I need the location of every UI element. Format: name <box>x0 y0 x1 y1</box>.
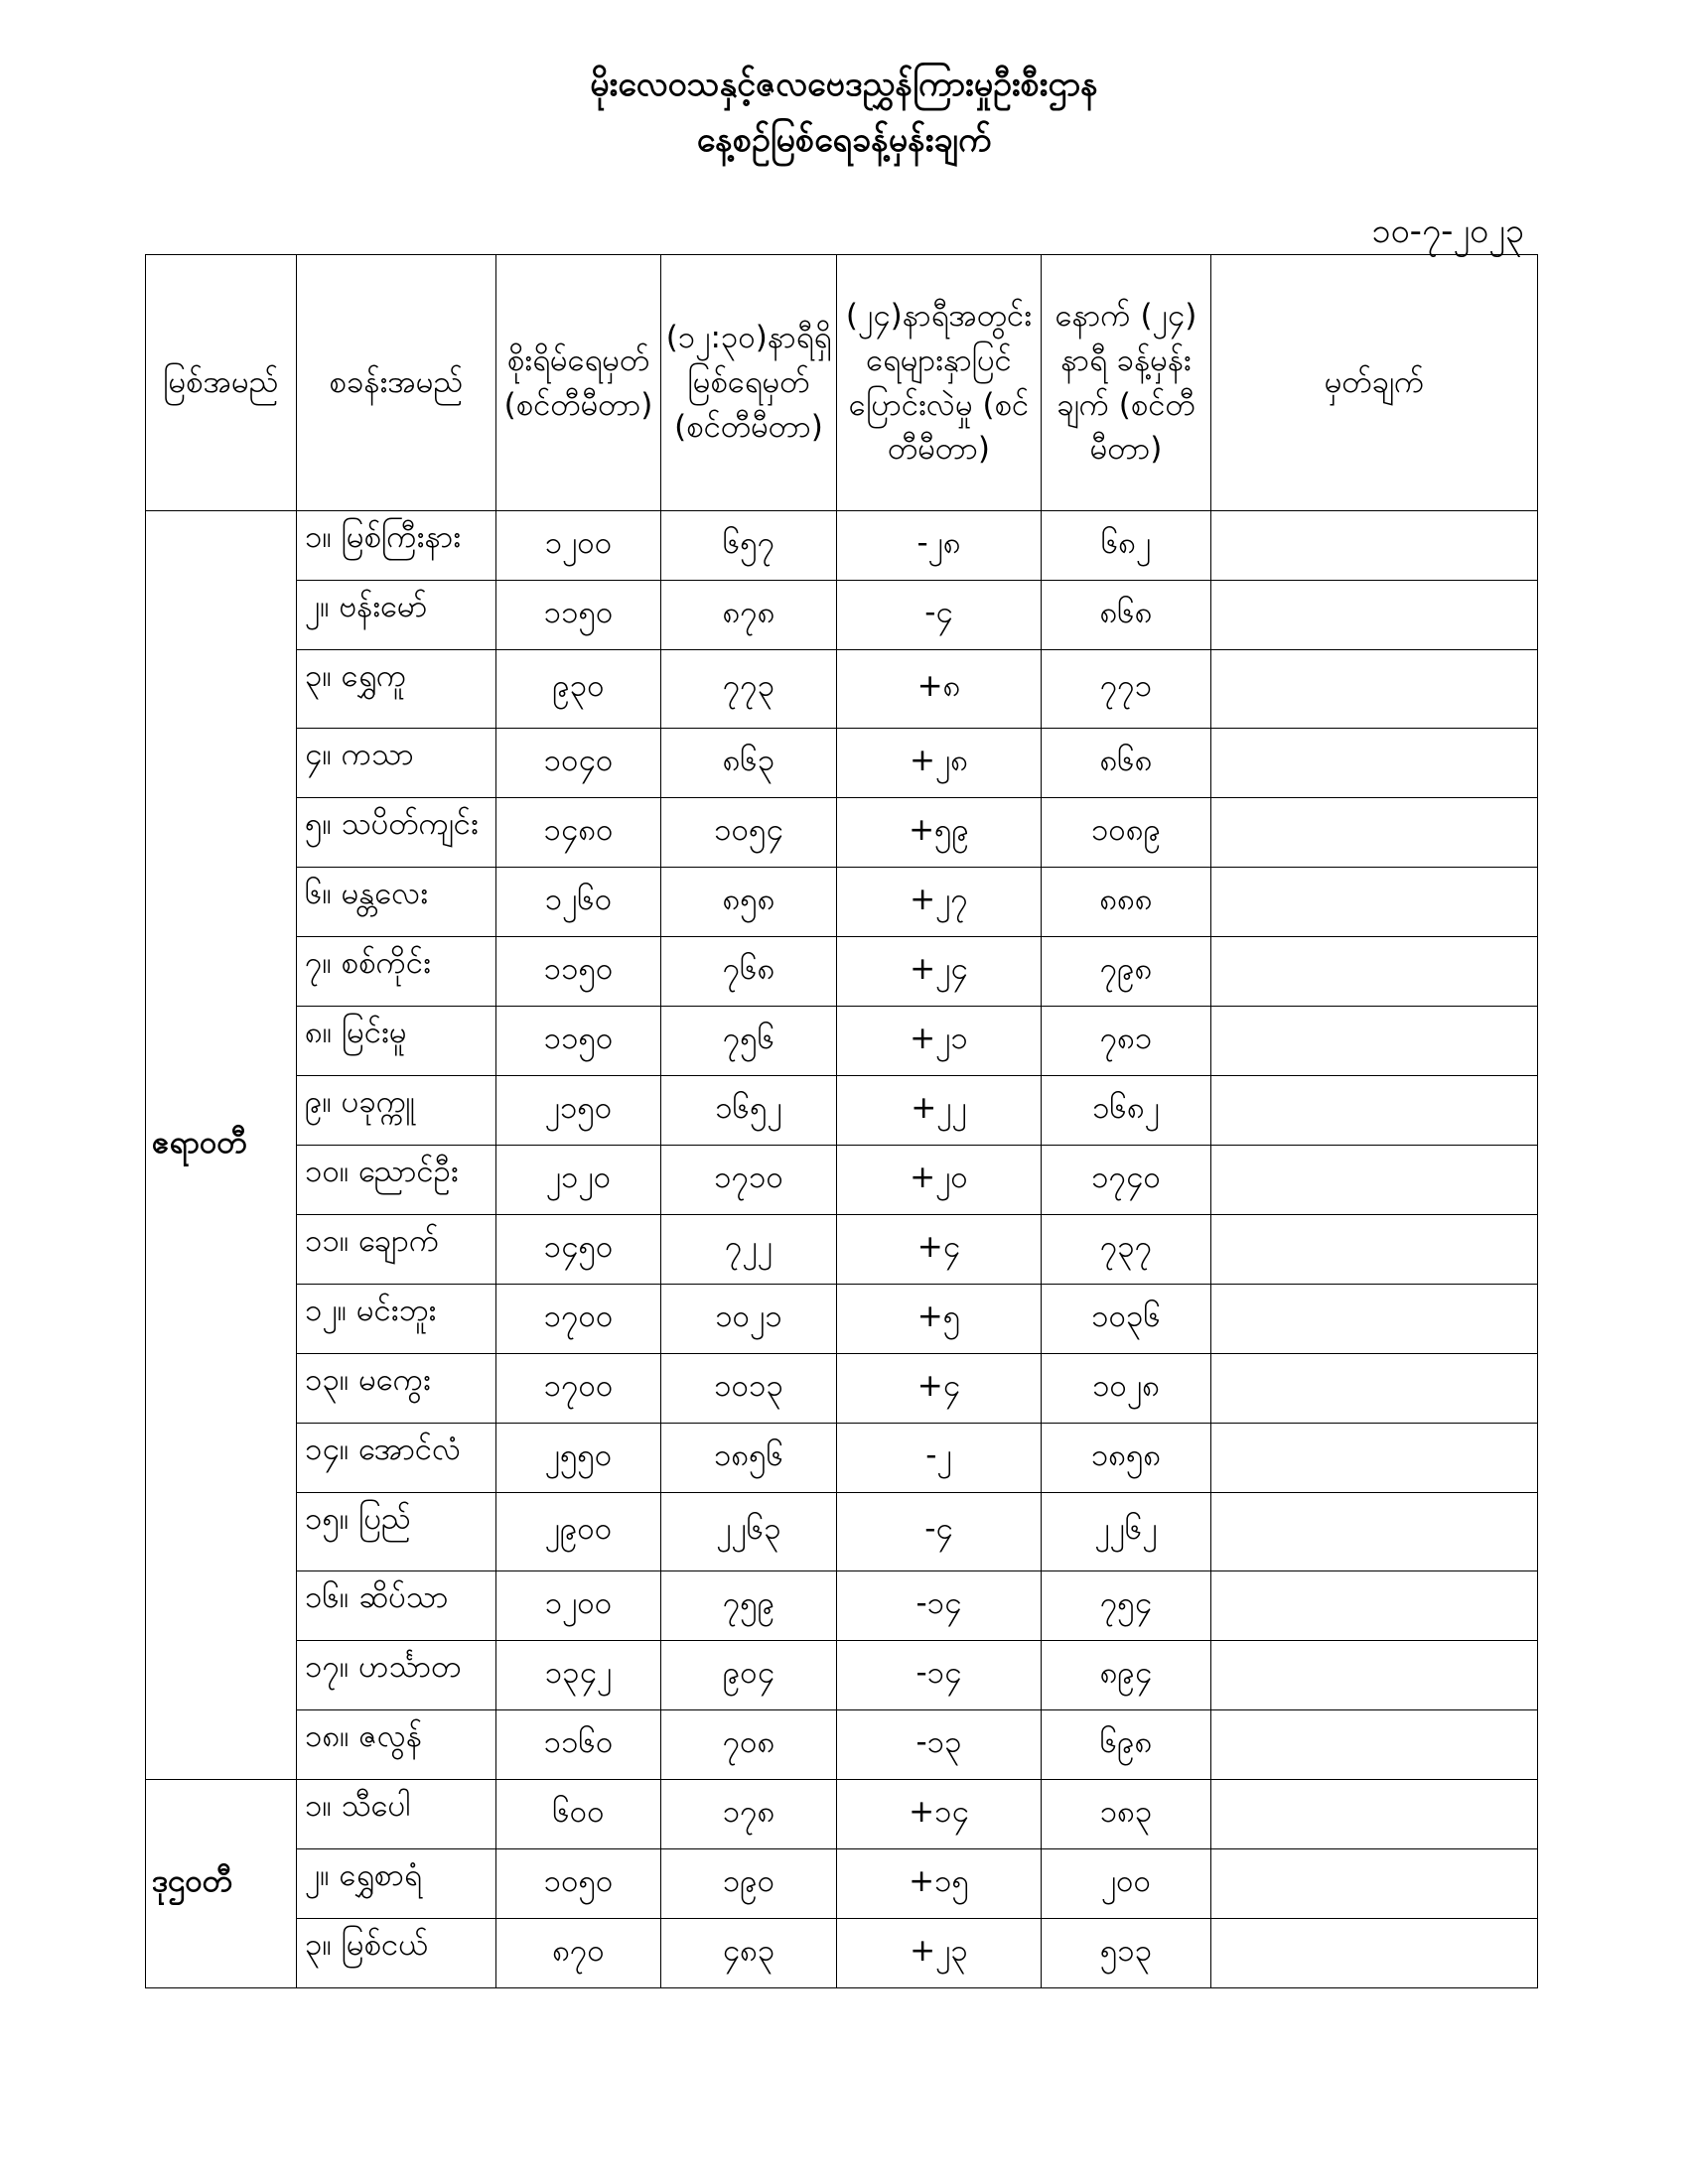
current-level-cell: ၁၉၀ <box>661 1849 837 1919</box>
current-level-cell: ၂၂၆၃ <box>661 1493 837 1571</box>
station-name-cell: ၅။ သပိတ်ကျင်း <box>297 798 496 868</box>
danger-level-cell: ၁၀၄၀ <box>496 729 661 798</box>
current-level-cell: ၈၇၈ <box>661 581 837 650</box>
current-level-cell: ၁၀၅၄ <box>661 798 837 868</box>
table-row <box>146 1076 1538 1146</box>
remark-cell <box>1211 1424 1538 1493</box>
level-change-cell: +၂၈ <box>837 729 1042 798</box>
document-title: မိုးလေဝသနှင့်ဇလဗေဒညွှန်ကြားမှုဦးစီးဌာန <box>590 65 1098 104</box>
table-row <box>146 1780 1538 1849</box>
report-date: ၁၀-၇-၂၀၂၃ <box>1371 211 1524 251</box>
column-header-current-level: (၁၂:၃၀)နာရီရှိ မြစ်ရေမှတ် (စင်တီမီတာ) <box>661 255 837 511</box>
danger-level-cell: ၁၇၀၀ <box>496 1354 661 1424</box>
current-level-cell: ၁၇၁၀ <box>661 1146 837 1215</box>
remark-cell <box>1211 1354 1538 1424</box>
forecast-cell: ၇၉၈ <box>1042 937 1211 1007</box>
current-level-cell: ၁၆၅၂ <box>661 1076 837 1146</box>
remark-cell <box>1211 1285 1538 1354</box>
document-subtitle: နေ့စဉ်မြစ်ရေခန့်မှန်းချက် <box>696 120 992 160</box>
forecast-cell: ၁၀၂၈ <box>1042 1354 1211 1424</box>
danger-level-cell: ၈၇၀ <box>496 1919 661 1988</box>
danger-level-cell: ၂၁၅၀ <box>496 1076 661 1146</box>
danger-level-cell: ၁၇၀၀ <box>496 1285 661 1354</box>
forecast-cell: ၇၃၇ <box>1042 1215 1211 1285</box>
river-name-cell: ဒုဌဝတီ <box>146 1780 297 1988</box>
forecast-cell: ၁၇၄၀ <box>1042 1146 1211 1215</box>
station-name-cell: ၁။ သီပေါ <box>297 1780 496 1849</box>
level-change-cell: +၂၃ <box>837 1919 1042 1988</box>
station-name-cell: ၁၂။ မင်းဘူး <box>297 1285 496 1354</box>
current-level-cell: ၁၀၂၁ <box>661 1285 837 1354</box>
remark-cell <box>1211 1849 1538 1919</box>
table-row <box>146 581 1538 650</box>
table-row <box>146 1571 1538 1641</box>
level-change-cell: -၂၈ <box>837 511 1042 581</box>
remark-cell <box>1211 1780 1538 1849</box>
danger-level-cell: ၂၉၀၀ <box>496 1493 661 1571</box>
station-name-cell: ၃။ မြစ်ငယ် <box>297 1919 496 1988</box>
danger-level-cell: ၁၁၅၀ <box>496 1007 661 1076</box>
remark-cell <box>1211 1571 1538 1641</box>
table-row <box>146 1354 1538 1424</box>
forecast-cell: ၈၉၄ <box>1042 1641 1211 1710</box>
forecast-cell: ၇၅၄ <box>1042 1571 1211 1641</box>
station-name-cell: ၁၅။ ပြည် <box>297 1493 496 1571</box>
level-change-cell: +၄ <box>837 1354 1042 1424</box>
river-forecast-table <box>145 254 1538 1988</box>
current-level-cell: ၄၈၃ <box>661 1919 837 1988</box>
table-row <box>146 937 1538 1007</box>
current-level-cell: ၈၆၃ <box>661 729 837 798</box>
column-header-remark: မှတ်ချက် <box>1211 255 1538 511</box>
forecast-cell: ၁၀၃၆ <box>1042 1285 1211 1354</box>
forecast-cell: ၈၆၈ <box>1042 729 1211 798</box>
table-row <box>146 1215 1538 1285</box>
table-header-row <box>146 255 1538 511</box>
station-name-cell: ၁၈။ ဇလွန် <box>297 1710 496 1780</box>
column-header-forecast: နောက် (၂၄) နာရီ ခန့်မှန်းချက် (စင်တီမီတာ) <box>1042 255 1211 511</box>
remark-cell <box>1211 1007 1538 1076</box>
station-name-cell: ၆။ မန္တလေး <box>297 868 496 937</box>
table-row <box>146 511 1538 581</box>
remark-cell <box>1211 1493 1538 1571</box>
station-name-cell: ၄။ ကသာ <box>297 729 496 798</box>
current-level-cell: ၉၀၄ <box>661 1641 837 1710</box>
forecast-cell: ၁၈၃ <box>1042 1780 1211 1849</box>
station-name-cell: ၁။ မြစ်ကြီးနား <box>297 511 496 581</box>
danger-level-cell: ၁၁၅၀ <box>496 581 661 650</box>
remark-cell <box>1211 868 1538 937</box>
remark-cell <box>1211 1146 1538 1215</box>
station-name-cell: ၁၃။ မကွေး <box>297 1354 496 1424</box>
table-row <box>146 1641 1538 1710</box>
table-body <box>146 511 1538 1988</box>
table-row <box>146 1493 1538 1571</box>
forecast-cell: ၆၈၂ <box>1042 511 1211 581</box>
column-header-river: မြစ်အမည် <box>146 255 297 511</box>
station-name-cell: ၃။ ရွှေကူ <box>297 650 496 729</box>
level-change-cell: -၄ <box>837 1493 1042 1571</box>
current-level-cell: ၆၅၇ <box>661 511 837 581</box>
station-name-cell: ၂။ ဗန်းမော် <box>297 581 496 650</box>
danger-level-cell: ၁၄၈၀ <box>496 798 661 868</box>
forecast-cell: ၂၀၀ <box>1042 1849 1211 1919</box>
table-row <box>146 1424 1538 1493</box>
current-level-cell: ၇၆၈ <box>661 937 837 1007</box>
danger-level-cell: ၂၁၂၀ <box>496 1146 661 1215</box>
danger-level-cell: ၁၁၆၀ <box>496 1710 661 1780</box>
level-change-cell: +၂၂ <box>837 1076 1042 1146</box>
table-row <box>146 1146 1538 1215</box>
danger-level-cell: ၂၅၅၀ <box>496 1424 661 1493</box>
river-name-cell: ဧရာဝတီ <box>146 511 297 1780</box>
table-row <box>146 868 1538 937</box>
table-row <box>146 650 1538 729</box>
table-row <box>146 1285 1538 1354</box>
current-level-cell: ၇၇၃ <box>661 650 837 729</box>
column-header-danger-level: စိုးရိမ်ရေမှတ် (စင်တီမီတာ) <box>496 255 661 511</box>
station-name-cell: ၁၄။ အောင်လံ <box>297 1424 496 1493</box>
remark-cell <box>1211 1710 1538 1780</box>
forecast-cell: ၈၈၈ <box>1042 868 1211 937</box>
current-level-cell: ၈၅၈ <box>661 868 837 937</box>
level-change-cell: +၅ <box>837 1285 1042 1354</box>
station-name-cell: ၁၀။ ညောင်ဦး <box>297 1146 496 1215</box>
danger-level-cell: ၁၂၆၀ <box>496 868 661 937</box>
forecast-cell: ၁၀၈၉ <box>1042 798 1211 868</box>
station-name-cell: ၈။ မြင်းမူ <box>297 1007 496 1076</box>
level-change-cell: +၂၁ <box>837 1007 1042 1076</box>
table-row <box>146 1710 1538 1780</box>
danger-level-cell: ၆၀၀ <box>496 1780 661 1849</box>
danger-level-cell: ၁၄၅၀ <box>496 1215 661 1285</box>
level-change-cell: +၈ <box>837 650 1042 729</box>
level-change-cell: -၄ <box>837 581 1042 650</box>
current-level-cell: ၇၅၉ <box>661 1571 837 1641</box>
current-level-cell: ၇၅၆ <box>661 1007 837 1076</box>
station-name-cell: ၁၇။ ဟင်္သာတ <box>297 1641 496 1710</box>
level-change-cell: -၁၄ <box>837 1641 1042 1710</box>
table-row <box>146 798 1538 868</box>
column-header-change: (၂၄)နာရီအတွင်း ရေများနှာပြင် ပြောင်းလဲမှု (စင်တီမီတာ) <box>837 255 1042 511</box>
forecast-cell: ၇၇၁ <box>1042 650 1211 729</box>
remark-cell <box>1211 798 1538 868</box>
remark-cell <box>1211 581 1538 650</box>
current-level-cell: ၇၂၂ <box>661 1215 837 1285</box>
forecast-cell: ၇၈၁ <box>1042 1007 1211 1076</box>
level-change-cell: -၁၄ <box>837 1571 1042 1641</box>
remark-cell <box>1211 650 1538 729</box>
current-level-cell: ၁၇၈ <box>661 1780 837 1849</box>
forecast-cell: ၆၉၈ <box>1042 1710 1211 1780</box>
danger-level-cell: ၁၂၀၀ <box>496 511 661 581</box>
station-name-cell: ၂။ ရွှေစာရံ <box>297 1849 496 1919</box>
current-level-cell: ၁၈၅၆ <box>661 1424 837 1493</box>
current-level-cell: ၇၀၈ <box>661 1710 837 1780</box>
station-name-cell: ၇။ စစ်ကိုင်း <box>297 937 496 1007</box>
table-row <box>146 1849 1538 1919</box>
remark-cell <box>1211 1076 1538 1146</box>
table-row <box>146 729 1538 798</box>
remark-cell <box>1211 1919 1538 1988</box>
level-change-cell: +၄ <box>837 1215 1042 1285</box>
remark-cell <box>1211 937 1538 1007</box>
danger-level-cell: ၁၁၅၀ <box>496 937 661 1007</box>
table-row <box>146 1919 1538 1988</box>
forecast-cell: ၂၂၆၂ <box>1042 1493 1211 1571</box>
table-row <box>146 1007 1538 1076</box>
level-change-cell: +၅၉ <box>837 798 1042 868</box>
forecast-cell: ၈၆၈ <box>1042 581 1211 650</box>
danger-level-cell: ၁၂၀၀ <box>496 1571 661 1641</box>
forecast-cell: ၁၆၈၂ <box>1042 1076 1211 1146</box>
current-level-cell: ၁၀၁၃ <box>661 1354 837 1424</box>
level-change-cell: -၁၃ <box>837 1710 1042 1780</box>
danger-level-cell: ၁၃၄၂ <box>496 1641 661 1710</box>
remark-cell <box>1211 1215 1538 1285</box>
column-header-station: စခန်းအမည် <box>297 255 496 511</box>
level-change-cell: -၂ <box>837 1424 1042 1493</box>
station-name-cell: ၁၆။ ဆိပ်သာ <box>297 1571 496 1641</box>
danger-level-cell: ၉၃၀ <box>496 650 661 729</box>
level-change-cell: +၁၅ <box>837 1849 1042 1919</box>
station-name-cell: ၉။ ပခုက္ကူ <box>297 1076 496 1146</box>
level-change-cell: +၂၀ <box>837 1146 1042 1215</box>
remark-cell <box>1211 1641 1538 1710</box>
level-change-cell: +၁၄ <box>837 1780 1042 1849</box>
level-change-cell: +၂၄ <box>837 937 1042 1007</box>
level-change-cell: +၂၇ <box>837 868 1042 937</box>
forecast-cell: ၁၈၅၈ <box>1042 1424 1211 1493</box>
danger-level-cell: ၁၀၅၀ <box>496 1849 661 1919</box>
remark-cell <box>1211 729 1538 798</box>
remark-cell <box>1211 511 1538 581</box>
forecast-cell: ၅၁၃ <box>1042 1919 1211 1988</box>
station-name-cell: ၁၁။ ချောက် <box>297 1215 496 1285</box>
